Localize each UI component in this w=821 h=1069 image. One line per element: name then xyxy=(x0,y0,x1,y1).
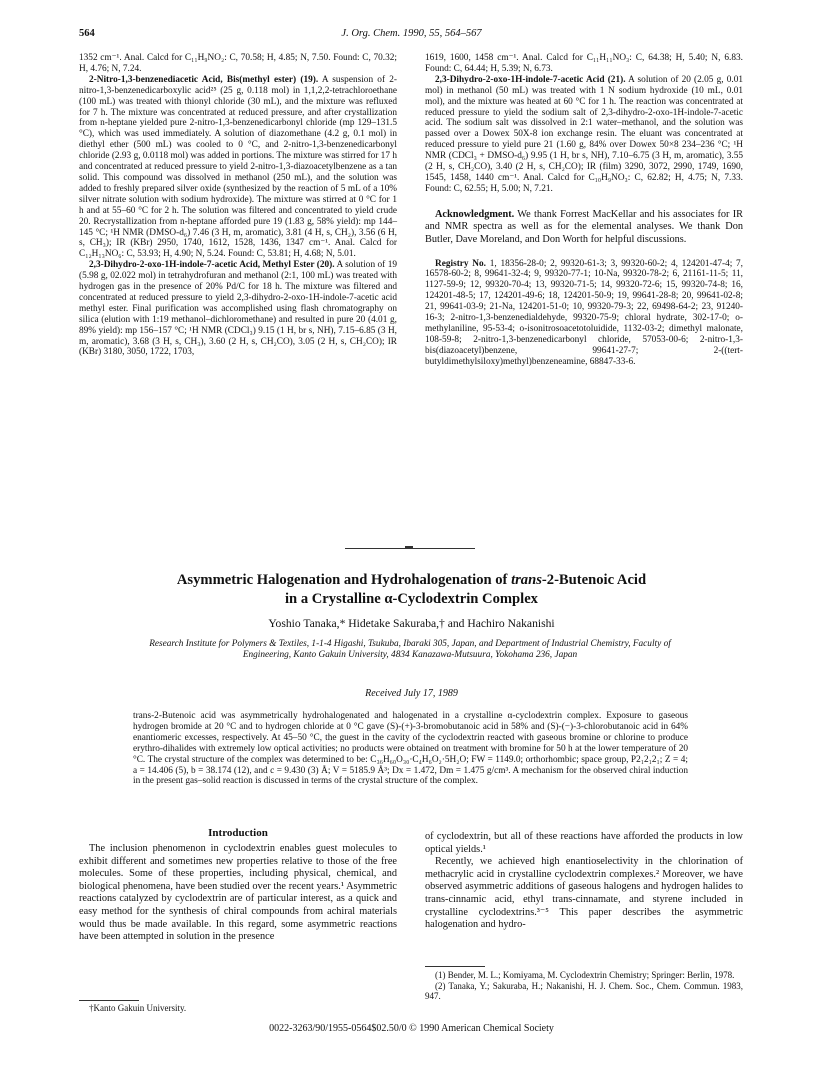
experimental-paragraph xyxy=(79,260,397,358)
running-head xyxy=(79,28,744,42)
experimental-paragraph: 1352 cm⁻¹. Anal. Calcd for C₁₁H₉NO₂: C, 70.58; H, 4.85; N, 7.50. Found: C, 70.32; H, 4.76; N, 7.24. xyxy=(79,53,397,74)
compound-heading: 2,3-Dihydro-2-oxo-1H-indole-7-acetic Acid (21). xyxy=(435,74,626,85)
body-paragraph: The inclusion phenomenon in cyclodextrin enables guest molecules to exhibit different and sometimes new properties relative to those of the free molecules. Some of these properties, including physical, chemical, and biological phenomena, have been studied over the recent years.¹ Asymmetric reactions catalyzed by cyclodextrin are of particular interest, as a quick and easy method for the synthesis of chiral compounds from achiral materials would thus be made available. In this regard, some asymmetric reactions have been attempted in solution in the presence xyxy=(79,843,397,943)
page-number: 564 xyxy=(79,28,95,39)
right-column-experimental xyxy=(425,53,743,368)
title-italic: trans xyxy=(511,572,542,588)
article-divider-mark xyxy=(405,546,413,549)
title-text: in a Crystalline α-Cyclodextrin Complex xyxy=(285,591,538,607)
compound-heading: 2,3-Dihydro-2-oxo-1H-indole-7-acetic Acid, Methyl Ester (20). xyxy=(89,260,335,271)
authors: Yoshio Tanaka,* Hidetake Sakuraba,† and Hachiro Nakanishi xyxy=(268,617,555,630)
registry-text: 1, 18356-28-0; 2, 99320-61-3; 3, 99320-60-2; 4, 124201-47-4; 7, 16578-60-2; 8, 99641-32-4; 9, 99320-77-1; 10-Na, 99320-78-2; 6, 21161-11-5; 11, 1127-59-9; 12, 99320-70-4; 13, 99320-71-5; 14, 99320-72-6; 15, 99320-74-8; 16, 124201-48-5; 17, 124201-49-6; 18, 124201-50-9; 19, 99641-28-8; 20, 99641-02-8; 21, 99641-03-9; 21-Na, 124201-51-0; 10, 99320-79-3; 22, 69498-64-2; 23, 91240-16-3; 2-nitro-1,3-benzenedialdehyde, 99320-75-9; chloral hydrate, 302-17-0; o-methylaniline, 95-53-4; o-isonitrosoacetotoluidide, 1132-03-2; dimethyl malonate, 108-59-8; 2-nitro-1,3-benzenedicarbonyl chloride, 57053-00-6; 2-nitro-1,3-bis(diazoacetyl)benzene, 99641-27-7; 2-((tert-butyldimethylsiloxy)methyl)benzeneamine, 68847-33-6. xyxy=(425,258,744,367)
procedure-text: A solution of 20 (2.05 g, 0.01 mol) in methanol (50 mL) was treated with 1 N sodium hydroxide (10 mL, 0.01 mol), and the mixture was heated at 60 °C for 1 h. The reaction was concentrated at reduced pressure to yield the sodium salt of 2,3-dihydro-2-oxo-1H-indole-7-acetic acid. The sodium salt was dissolved in 2:1 water–methanol, and the solution was passed over a Dowex 50X-8 ion exchange resin. The eluant was concentrated at reduced pressure to yield pure 21 (1.60 g, 84% over Dowex 50×8 234–236 °C; ¹H NMR (CDCl₃ + DMSO-d₆) 9.95 (1 H, br s, NH), 7.10–6.75 (3 H, m, aromatic), 3.55 (2 H, s, CH₂CO), 3.40 (2 H, s, CH₂CO); IR (film) 3290, 3072, 2990, 1749, 1690, 1545, 1458, 1440 cm⁻¹. Anal. Calcd for C₁₀H₉NO₃: C, 62.82; H, 4.75; N, 7.33. Found: C, 62.55; H, 5.00; N, 7.21. xyxy=(425,74,743,194)
references xyxy=(425,970,743,1002)
left-column-experimental xyxy=(79,53,397,358)
footnote-rule xyxy=(425,966,485,967)
introduction-left-column xyxy=(79,843,397,944)
footnote-rule xyxy=(79,1000,139,1001)
section-heading-introduction: Introduction xyxy=(208,827,268,839)
experimental-paragraph: 1619, 1600, 1458 cm⁻¹. Anal. Calcd for C₁₁H₁₁NO₃: C, 64.38; H, 5.40; N, 6.83. Found: C, 64.44; H, 5.39; N, 6.73. xyxy=(425,53,743,74)
acknowledgment-heading: Acknowledgment. xyxy=(435,208,515,220)
body-paragraph: of cyclodextrin, but all of these reactions have afforded the products in low optical yields.¹ xyxy=(425,831,743,855)
received-date: Received July 17, 1989 xyxy=(365,688,458,699)
body-paragraph: Recently, we achieved high enantioselectivity in the chlorination of methacrylic acid in crystalline cyclodextrin complexes.² Moreover, we have observed asymmetric additions of gaseous halogens and hydrogen halides to trans-cinnamic acid, ethyl trans-cinnamate, and styrene included in crystalline cyclodextrins.³⁻⁵ This paper describes the asymmetric halogenation and hydro- xyxy=(425,856,743,931)
introduction-right-column xyxy=(425,831,743,932)
procedure-text: A solution of 19 (5.98 g, 02.022 mol) in tetrahydrofuran and methanol (2:1, 100 mL) was treated with hydrogen gas in the presence of 20% Pd/C for 18 h. The mixture was filtered and concentrated at reduced pressure to yield 2,3-dihydro-2-oxo-1H-indole-7-acetic acid methyl ester. Final purification was accomplished using flash chromatography on silica (elution with 1:19 methanol–dichloromethane) and resulted in pure 20 (4.01 g, 89% yield): mp 156–157 °C; ¹H NMR (CDCl₃) 9.15 (1 H, br s, NH), 7.15–6.85 (3 H, m, aromatic), 3.68 (3 H, s, CH₃), 3.60 (2 H, s, CH₂CO), 3.05 (2 H, s, CH₂CO); IR (KBr) 3180, 3050, 1722, 1703, xyxy=(79,260,397,358)
reference-item: (1) Bender, M. L.; Komiyama, M. Cyclodextrin Chemistry; Springer: Berlin, 1978. xyxy=(435,970,735,980)
copyright-footer: 0022-3263/90/1955-0564$02.50/0 © 1990 American Chemical Society xyxy=(269,1023,554,1034)
procedure-text: A suspension of 2-nitro-1,3-benzenedicarboxylic acid²⁵ (25 g, 0.118 mol) in 1,1,2,2-tetrachloroethane (100 mL) was treated with thionyl chloride (30 mL), and the mixture was refluxed for 7 h. The mixture was concentrated at reduced pressure, and after crystallization from n-heptane yielded pure 2-nitro-1,3-benzenedicarbonyl chloride (mp 129–131.5 °C), which was used immediately. A solution of diazomethane (4.2 g, 0.1 mol) in diethyl ether (500 mL) was cooled to 0 °C, and 2-nitro-1,3-benzenedicarbonyl chloride (2.93 g, 0.0118 mol) was added in portions. The mixture was stirred for 17 h and concentrated at reduced pressure to yield 2-nitro-1,3-diazoacetylbenzene as a tan solid. This compound was dissolved in methanol (250 mL), and the solution was added to freshly prepared silver oxide (synthesized by the reaction of 5 mL of a 10% silver nitrate solution with sodium hydroxide). The mixture was stirred at 0 °C for 1 h and at 55–60 °C for 2 h. The solution was filtered and concentrated to yield crude 20. Recrystallization from n-heptane afforded pure 19 (1.83 g, 58% yield): mp 144–145 °C; ¹H NMR (DMSO-d₆) 7.46 (3 H, m, aromatic), 3.81 (4 H, s, CH₂), 3.56 (6 H, s, CH₃); IR (KBr) 2950, 1740, 1612, 1528, 1436, 1347 cm⁻¹. Anal. Calcd for C₁₂H₁₃NO₆: C, 53.93; H, 4.90; N, 5.24. Found: C, 53.81; H, 4.68; N, 5.01. xyxy=(79,74,398,260)
title-text: Asymmetric Halogenation and Hydrohalogenation of xyxy=(176,572,512,588)
registry-numbers xyxy=(425,259,743,368)
affiliation: Research Institute for Polymers & Textiles, 1-1-4 Higashi, Tsukuba, Ibaraki 305, Japan, and Department of Industrial Chemistry, Faculty of Engineering, Kanto Gakuin University, 4834 Kanazawa-Mutsuura, Yokohama 236, Japan xyxy=(149,639,671,660)
article-title xyxy=(79,571,744,609)
registry-heading: Registry No. xyxy=(435,258,486,269)
journal-citation: J. Org. Chem. 1990, 55, 564–567 xyxy=(341,28,482,39)
title-text: -2-Butenoic Acid xyxy=(541,572,647,588)
experimental-paragraph xyxy=(79,75,397,260)
acknowledgment xyxy=(425,209,743,247)
abstract: trans-2-Butenoic acid was asymmetrically hydrohalogenated and halogenated in a crystalline α-cyclodextrin complex. Exposure to gaseous hydrogen bromide at 20 °C and to hydrogen chloride at 0 °C gave (S)-(+)-3-bromobutanoic acid in 58% and (S)-(−)-3-chlorobutanoic acid in 64% enantiomeric excesses, respectively. At 45–50 °C, the guest in the cavity of the cyclodextrin reacted with gaseous bromine or chlorine to produce erythro-dihalides with extremely low optical activities; no products were obtained on treatment with bromine for 50 h at the lower temperature of 20 °C. The crystal structure of the complex was determined to be: C₃₆H₆₀O₃₀·C₄H₆O₂·5H₂O; FW = 1149.0; orthorhombic; space group, P2₁2₁2₁; Z = 4; a = 14.406 (5), b = 38.174 (12), and c = 9.430 (3) Å; V = 5185.9 Å³; Dx = 1.472, Dm = 1.475 g/cm³. A mechanism for the observed chiral induction in the present gas–solid reaction is discussed in terms of the crystal structure of the complex. xyxy=(133,711,688,787)
experimental-paragraph xyxy=(425,75,743,195)
compound-heading: 2-Nitro-1,3-benzenediacetic Acid, Bis(methyl ester) (19). xyxy=(89,74,319,85)
acknowledgment-text: We thank Forrest MacKellar and his associates for IR and NMR spectra as well as for the elemental analyses. We thank Don Butler, Dave Moreland, and Don Worth for helpful discussions. xyxy=(425,208,743,245)
reference-item: (2) Tanaka, Y.; Sakuraba, H.; Nakanishi, H. J. Chem. Soc., Chem. Commun. 1983, 947. xyxy=(425,980,743,1001)
affiliation-footnote: †Kanto Gakuin University. xyxy=(89,1003,187,1013)
